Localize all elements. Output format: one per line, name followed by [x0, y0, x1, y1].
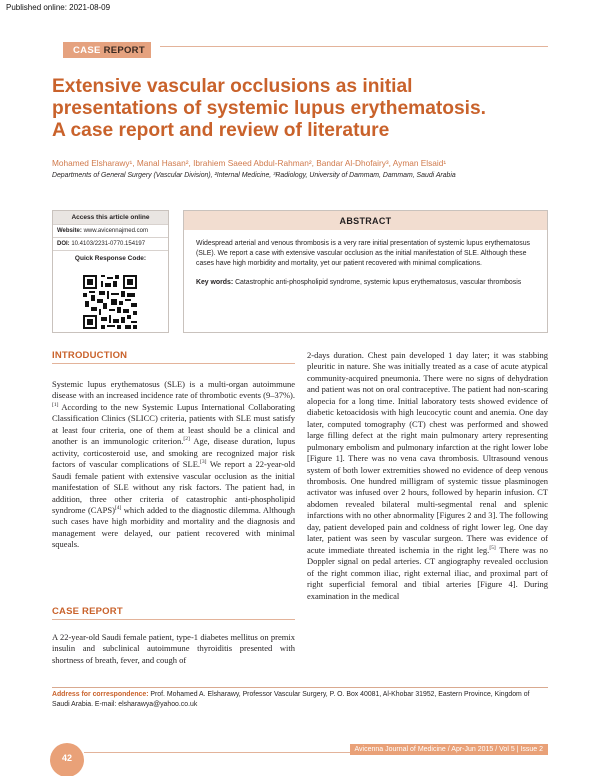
doi-label: DOI: [57, 241, 70, 247]
section-rule [52, 363, 295, 364]
website-link[interactable]: www.avicennajmed.com [83, 228, 148, 234]
page-number: 42 [50, 743, 84, 776]
article-title [52, 76, 552, 142]
title-line: A case report and review of literature [52, 120, 390, 141]
intro-text: which added to the diagnostic dilemma. Although such cases have high morbidity and mortality and the diagnosis and management were delayed, our patient recovered with minimal squeals. [52, 504, 295, 550]
title-line: Extensive vascular occlusions as initial [52, 76, 413, 97]
intro-paragraph [52, 379, 295, 551]
intro-text: We report a 22-year-old Saudi female patient with extensive vascular occlusion as the initial manifestation of SLE without any risk factors. The patient had, in addition, three other criteria of catastrophic anti-phospholipid syndrome (CAPS) [52, 459, 295, 515]
case-text: A 22-year-old Saudi female patient, type-1 diabetes mellitus on premix insulin and subclinical autoimmune thyroiditis presented with shortness of breath, fever, and cough of [52, 632, 295, 665]
access-info-box [52, 210, 169, 333]
qr-code-icon [83, 275, 137, 329]
citation[interactable]: [1] [52, 402, 59, 409]
citation[interactable]: [4] [114, 505, 122, 512]
affiliations: Departments of General Surgery (Vascular Division), ²Internal Medicine, ³Radiology, University of Dammam, Dammam, Saudi Arabia [52, 172, 456, 179]
citation[interactable]: [5] [489, 544, 496, 551]
right-column-paragraph [307, 350, 548, 602]
citation[interactable]: [3] [200, 459, 207, 466]
article-type-tag [63, 40, 151, 56]
correspondence [52, 690, 548, 709]
title-line: presentations of systemic lupus erythematosis. [52, 98, 486, 119]
doi-row [53, 238, 168, 251]
intro-text: According to the new Systemic Lupus International Collaborating Classification Clinics (SLICC) criteria, patients with SLE must satisfy at least four criteria, one of them at least should be a clinical and another is an immunologic criterion. [52, 401, 295, 447]
correspondence-text: Prof. Mohamed A. Elsharawy, Professor Vascular Surgery, P. O. Box 40081, Al-Khobar 31952, Eastern Province, Kingdom of Saudi Arabia. E-mail: elsharawya@yahoo.co.uk [52, 691, 530, 708]
abstract-text: Widespread arterial and venous thrombosis is a very rare initial presentation of systemic lupus erythematosus (SLE). We report a case with extensive vascular occlusion as the initial manifestation of SLE. Although these cases have high morbidity and mortality, yet our patient recovered with minimal complications. [196, 240, 530, 268]
website-row [53, 225, 168, 238]
intro-text: Systemic lupus erythematosus (SLE) is a multi-organ autoimmune disease with an increased incidence rate of thrombotic events (9–37%). [52, 379, 295, 401]
journal-citation: Avicenna Journal of Medicine / Apr-Jun 2015 / Vol 5 | Issue 2 [350, 744, 548, 755]
article-type-report: REPORT [103, 45, 145, 56]
abstract-box [183, 210, 548, 333]
keywords-label: Key words: [196, 278, 234, 286]
section-heading-introduction: INTRODUCTION [52, 350, 128, 361]
citation[interactable]: [2] [183, 436, 190, 443]
body-text: 2-days duration. Chest pain developed 1 day later; it was stabbing pleuritic in nature. She was initially treated as a case of acute atypical community-acquired pneumonia. There were no signs of dehydration and patient was not on oral contraceptive. The patient had non-scaring alopecia for a long time. Initial laboratory tests showed evidence of diabetic ketoacidosis with high leucocytic count and anemia. One day later, computed tomography (CT) chest was performed and showed large filling defect at the right main pulmonary artery representing pulmonary embolism and pulmonary infarction at the right lower lobe [Figure 1]. There was no vena cava thrombosis. Ultrasound venous system of both lower extremities showed no evidence of deep venous thrombosis. One hundred milligram of systemic tissue plasminogen activator was infused over 2 hours, followed by heparin infusion. CT abdomen revealed bilateral multi-segmental renal and splenic infarctions with no other abnormality [Figures 2 and 3]. The following day, patient developed pain and coldness of right lower leg. One day later, patient was seen by vascular surgeon. There was evidence of acute immediate threated ischemia in the right leg. [307, 350, 548, 555]
header-rule [160, 46, 548, 47]
keywords-text: Catastrophic anti-phospholipid syndrome, systemic lupus erythematosus, vascular thrombosis [235, 278, 522, 286]
website-label: Website: [57, 228, 82, 234]
article-type-case: CASE [73, 45, 101, 56]
intro-text: Age, disease duration, lupus activity, corticosteroid use, and smoking are recognized major risk factors of vascular complications of SLE. [52, 436, 295, 470]
body-text: There was no Doppler signal on pedal arteries. CT angiography revealed occlusion of the right common iliac, right external iliac, and proximal part of right superficial femoral and tibial arteries [Figure 4]. During examination in the medical [307, 544, 548, 601]
published-date: Published online: 2021-08-09 [6, 3, 111, 12]
author-list: Mohamed Elsharawy¹, Manal Hasan², Ibrahiem Saeed Abdul-Rahman², Bandar Al-Dhofairy³, Ayman Elsaid¹ [52, 158, 447, 168]
section-rule [52, 619, 295, 620]
case-paragraph [52, 632, 295, 666]
access-header: Access this article online [53, 211, 168, 225]
keywords [196, 278, 535, 288]
qr-label: Quick Response Code: [74, 255, 147, 262]
abstract-heading: ABSTRACT [184, 211, 547, 230]
doi-value: 10.4103/2231-0770.154197 [71, 241, 146, 247]
correspondence-rule [52, 687, 548, 688]
section-heading-case-report: CASE REPORT [52, 606, 123, 617]
correspondence-label: Address for correspondence: [52, 691, 149, 698]
